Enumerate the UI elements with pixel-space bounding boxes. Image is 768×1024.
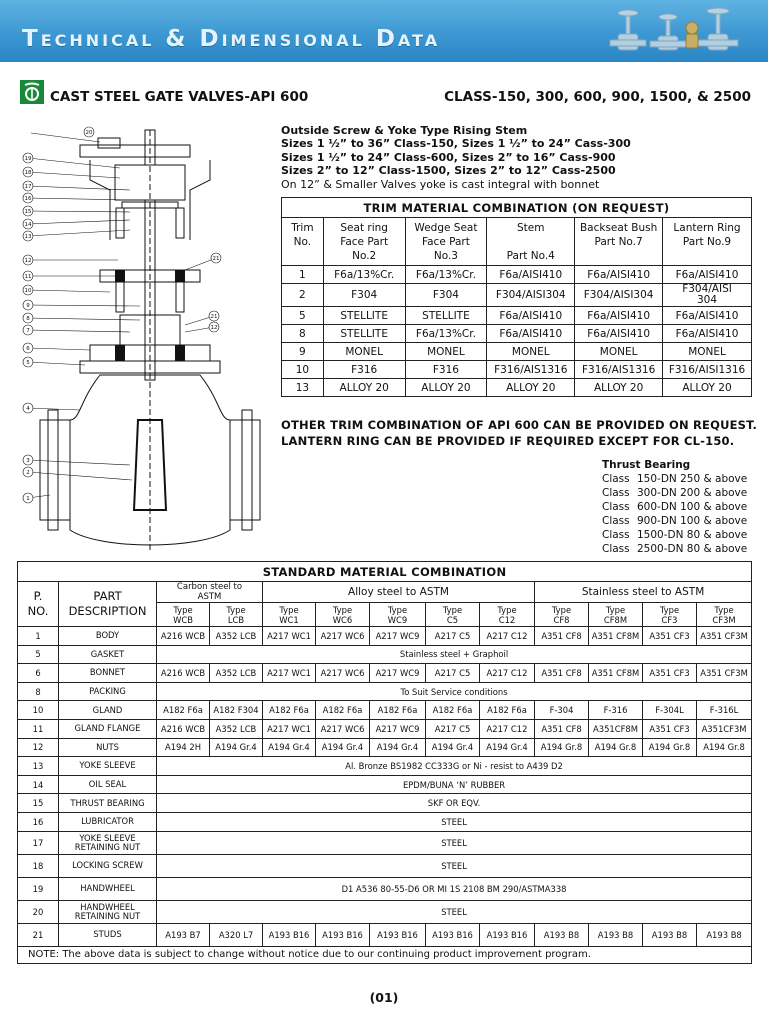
- type-header: Type CF8M: [589, 603, 643, 627]
- trim-material-table: [281, 197, 752, 397]
- trim-table-caption: TRIM MATERIAL COMBINATION (ON REQUEST): [282, 198, 752, 218]
- material-spec: SKF OR EQV.: [157, 794, 752, 813]
- part-header: PART DESCRIPTION: [59, 582, 157, 627]
- svg-text:12: 12: [210, 325, 218, 331]
- trim-cell: ALLOY 20: [323, 379, 405, 397]
- trim-cell: MONEL: [575, 343, 663, 361]
- type-header: Type WC6: [316, 603, 370, 627]
- part-number: 5: [18, 645, 59, 664]
- part-number: 1: [18, 627, 59, 646]
- material-cell: A351 CF8: [535, 627, 589, 646]
- trim-cell: 10: [282, 361, 324, 379]
- type-header: Type WC9: [370, 603, 426, 627]
- trim-cell: F304: [405, 284, 487, 307]
- type-header: Type C5: [426, 603, 480, 627]
- part-number: 21: [18, 923, 59, 946]
- material-cell: A193 B8: [589, 923, 643, 946]
- material-cell: A217 C5: [426, 664, 480, 683]
- material-cell: F-316: [589, 701, 643, 720]
- part-description: NUTS: [59, 738, 157, 757]
- svg-text:3: 3: [26, 458, 30, 464]
- valve-cross-section-drawing: [20, 120, 266, 558]
- material-cell: A217 C12: [480, 664, 535, 683]
- trim-cell: F6a/AISI410: [487, 266, 575, 284]
- part-description: LUBRICATOR: [59, 812, 157, 831]
- material-cell: A352 LCB: [210, 664, 263, 683]
- material-row: [18, 877, 752, 900]
- svg-text:6: 6: [26, 346, 30, 352]
- part-number: 16: [18, 812, 59, 831]
- material-row: [18, 812, 752, 831]
- material-cell: A351CF3M: [697, 719, 752, 738]
- material-cell: A216 WCB: [157, 664, 210, 683]
- material-spec: EPDM/BUNA ‘N’ RUBBER: [157, 775, 752, 794]
- trim-cell: MONEL: [405, 343, 487, 361]
- part-description: STUDS: [59, 923, 157, 946]
- thrust-class-value: 2500-DN 80 & above: [637, 543, 748, 555]
- spec-note: On 12” & Smaller Valves yoke is cast integral with bonnet: [281, 177, 600, 191]
- part-number: 14: [18, 775, 59, 794]
- trim-cell: F316: [323, 361, 405, 379]
- trim-cell: 13: [282, 379, 324, 397]
- thrust-class-value: 900-DN 100 & above: [637, 515, 748, 527]
- svg-text:8: 8: [26, 316, 30, 322]
- material-cell: A182 F6a: [263, 701, 316, 720]
- material-row: [18, 775, 752, 794]
- svg-text:21: 21: [210, 314, 218, 320]
- svg-text:9: 9: [26, 303, 30, 309]
- material-row: [18, 923, 752, 946]
- alloy-steel-group: Alloy steel to ASTM: [263, 582, 535, 603]
- svg-text:19: 19: [24, 156, 32, 162]
- trim-cell: F316: [405, 361, 487, 379]
- thrust-row: [602, 472, 747, 486]
- part-description: PACKING: [59, 682, 157, 701]
- thrust-class-label: Class: [602, 501, 630, 513]
- part-number: 13: [18, 757, 59, 776]
- svg-text:16: 16: [24, 196, 32, 202]
- svg-text:12: 12: [24, 258, 32, 264]
- page-number: (01): [369, 990, 399, 1005]
- material-cell: A194 2H: [157, 738, 210, 757]
- size-spec-block: [281, 124, 751, 191]
- trim-cell: F304/AISI304: [575, 284, 663, 307]
- type-header: Type C12: [480, 603, 535, 627]
- trim-cell: MONEL: [663, 343, 752, 361]
- material-cell: A351 CF3: [643, 719, 697, 738]
- material-cell: A216 WCB: [157, 719, 210, 738]
- trim-column-header: Wedge Seat Face Part No.3: [405, 218, 487, 266]
- svg-text:4: 4: [26, 406, 30, 412]
- trim-cell: ALLOY 20: [405, 379, 487, 397]
- part-number: 12: [18, 738, 59, 757]
- trim-row: [282, 379, 752, 397]
- trim-cell: F6a/AISI410: [575, 307, 663, 325]
- part-number: 10: [18, 701, 59, 720]
- header-banner: [0, 0, 768, 62]
- material-row: [18, 854, 752, 877]
- svg-text:14: 14: [24, 222, 32, 228]
- type-header: Type CF3M: [697, 603, 752, 627]
- std-table-caption: STANDARD MATERIAL COMBINATION: [18, 562, 752, 582]
- material-row: [18, 831, 752, 854]
- trim-cell: F6a/AISI410: [663, 325, 752, 343]
- thrust-class-label: Class: [602, 529, 630, 541]
- material-cell: A217 C5: [426, 627, 480, 646]
- trim-cell: F6a/AISI410: [575, 325, 663, 343]
- material-cell: A194 Gr.4: [480, 738, 535, 757]
- part-description: BONNET: [59, 664, 157, 683]
- trim-cell: MONEL: [487, 343, 575, 361]
- thrust-bearing-block: [602, 458, 747, 556]
- svg-text:18: 18: [24, 170, 32, 176]
- trim-row: [282, 325, 752, 343]
- material-cell: A182 F6a: [426, 701, 480, 720]
- material-cell: A217 WC1: [263, 719, 316, 738]
- trim-row: [282, 361, 752, 379]
- material-cell: F-316L: [697, 701, 752, 720]
- material-cell: A217 WC1: [263, 664, 316, 683]
- trim-cell: F304/AISI 304: [663, 284, 752, 307]
- spec-line: Sizes 1 ½” to 36” Class-150, Sizes 1 ½” to 24” Cass-300: [281, 137, 631, 151]
- material-row: [18, 627, 752, 646]
- material-cell: A194 Gr.8: [589, 738, 643, 757]
- trim-cell: F316/AIS1316: [487, 361, 575, 379]
- material-cell: A217 WC9: [370, 664, 426, 683]
- trim-cell: F6a/AISI410: [487, 325, 575, 343]
- material-cell: A352 LCB: [210, 719, 263, 738]
- thrust-row: [602, 500, 747, 514]
- spec-line: Sizes 2” to 12” Class-1500, Sizes 2” to 12” Cass-2500: [281, 164, 616, 178]
- trim-column-header: Backseat Bush Part No.7: [575, 218, 663, 266]
- svg-text:11: 11: [24, 274, 32, 280]
- trim-cell: ALLOY 20: [663, 379, 752, 397]
- part-description: HANDWHEEL: [59, 877, 157, 900]
- part-number: 20: [18, 900, 59, 923]
- trim-cell: F316/AISI1316: [663, 361, 752, 379]
- trim-column-header: Trim No.: [282, 218, 324, 266]
- thrust-title: Thrust Bearing: [602, 459, 691, 471]
- trim-cell: F304/AISI304: [487, 284, 575, 307]
- trim-cell: 2: [282, 284, 324, 307]
- part-number: 15: [18, 794, 59, 813]
- svg-text:2: 2: [26, 470, 30, 476]
- svg-text:20: 20: [85, 130, 93, 136]
- material-cell: A217 WC1: [263, 627, 316, 646]
- material-cell: A193 B16: [480, 923, 535, 946]
- trim-cell: 5: [282, 307, 324, 325]
- trim-cell: 1: [282, 266, 324, 284]
- material-cell: A351 CF3: [643, 664, 697, 683]
- material-row: [18, 701, 752, 720]
- svg-text:7: 7: [26, 328, 30, 334]
- thrust-row: [602, 542, 747, 556]
- material-cell: A182 F6a: [316, 701, 370, 720]
- type-header: Type CF8: [535, 603, 589, 627]
- thrust-class-value: 1500-DN 80 & above: [637, 529, 748, 541]
- svg-text:15: 15: [24, 209, 32, 215]
- material-cell: A194 Gr.8: [697, 738, 752, 757]
- material-cell: A194 Gr.4: [426, 738, 480, 757]
- material-cell: A351 CF3M: [697, 664, 752, 683]
- material-row: [18, 664, 752, 683]
- thrust-row: [602, 486, 747, 500]
- trim-row: [282, 343, 752, 361]
- material-spec: STEEL: [157, 812, 752, 831]
- material-row: [18, 645, 752, 664]
- trim-row: [282, 284, 752, 307]
- material-cell: A193 B16: [263, 923, 316, 946]
- trim-cell: F6a/13%Cr.: [405, 325, 487, 343]
- stainless-steel-group: Stainless steel to ASTM: [535, 582, 752, 603]
- part-description: GASKET: [59, 645, 157, 664]
- thrust-class-label: Class: [602, 487, 630, 499]
- material-cell: A351 CF8M: [589, 627, 643, 646]
- material-spec: Al. Bronze BS1982 CC333G or Ni - resist to A439 D2: [157, 757, 752, 776]
- svg-text:21: 21: [212, 256, 220, 262]
- part-description: HANDWHEEL RETAINING NUT: [59, 900, 157, 923]
- material-spec: STEEL: [157, 900, 752, 923]
- svg-text:10: 10: [24, 288, 32, 294]
- valve-illustration-icon: [588, 4, 758, 60]
- svg-text:5: 5: [26, 360, 30, 366]
- part-description: GLAND FLANGE: [59, 719, 157, 738]
- material-cell: F-304L: [643, 701, 697, 720]
- material-spec: To Suit Service conditions: [157, 682, 752, 701]
- svg-text:13: 13: [24, 234, 32, 240]
- table-note: NOTE: The above data is subject to change without notice due to our continuing product improvement program.: [18, 946, 752, 963]
- material-cell: A193 B16: [426, 923, 480, 946]
- material-cell: A352 LCB: [210, 627, 263, 646]
- material-row: [18, 794, 752, 813]
- part-description: YOKE SLEEVE RETAINING NUT: [59, 831, 157, 854]
- trim-cell: F6a/AISI410: [663, 307, 752, 325]
- part-description: GLAND: [59, 701, 157, 720]
- material-cell: A216 WCB: [157, 627, 210, 646]
- material-row: [18, 738, 752, 757]
- trim-cell: 9: [282, 343, 324, 361]
- part-number: 11: [18, 719, 59, 738]
- material-cell: A193 B8: [535, 923, 589, 946]
- material-cell: A320 L7: [210, 923, 263, 946]
- part-description: YOKE SLEEVE: [59, 757, 157, 776]
- material-cell: A194 Gr.8: [535, 738, 589, 757]
- material-cell: A217 WC9: [370, 719, 426, 738]
- trim-column-header: Stem Part No.4: [487, 218, 575, 266]
- material-cell: A194 Gr.4: [316, 738, 370, 757]
- part-number: 17: [18, 831, 59, 854]
- pno-header: P. NO.: [18, 582, 59, 627]
- thrust-class-value: 150-DN 250 & above: [637, 473, 748, 485]
- material-cell: A351 CF3M: [697, 627, 752, 646]
- material-cell: A182 F6a: [370, 701, 426, 720]
- type-header: Type WC1: [263, 603, 316, 627]
- trim-cell: 8: [282, 325, 324, 343]
- trim-cell: ALLOY 20: [487, 379, 575, 397]
- trim-row: [282, 266, 752, 284]
- svg-text:17: 17: [24, 184, 32, 190]
- material-cell: A351 CF8: [535, 719, 589, 738]
- thrust-class-label: Class: [602, 473, 630, 485]
- thrust-class-label: Class: [602, 543, 630, 555]
- carbon-steel-group: Carbon steel to ASTM: [157, 582, 263, 603]
- material-cell: A351 CF8: [535, 664, 589, 683]
- trim-column-header: Lantern Ring Part No.9: [663, 218, 752, 266]
- company-logo-icon: [20, 80, 44, 104]
- material-row: [18, 682, 752, 701]
- trim-cell: STELLITE: [323, 325, 405, 343]
- trim-cell: F304: [323, 284, 405, 307]
- trim-cell: F6a/13%Cr.: [405, 266, 487, 284]
- material-spec: Stainless steel + Graphoil: [157, 645, 752, 664]
- class-range-title: CLASS-150, 300, 600, 900, 1500, & 2500: [444, 89, 751, 105]
- material-cell: A217 WC6: [316, 719, 370, 738]
- thrust-row: [602, 514, 747, 528]
- material-cell: A193 B7: [157, 923, 210, 946]
- material-cell: A182 F304: [210, 701, 263, 720]
- material-row: [18, 900, 752, 923]
- material-cell: A217 C12: [480, 627, 535, 646]
- part-number: 19: [18, 877, 59, 900]
- part-number: 18: [18, 854, 59, 877]
- material-cell: A194 Gr.8: [643, 738, 697, 757]
- material-cell: A182 F6a: [157, 701, 210, 720]
- material-cell: A217 C12: [480, 719, 535, 738]
- material-row: [18, 719, 752, 738]
- thrust-class-label: Class: [602, 515, 630, 527]
- thrust-class-value: 300-DN 200 & above: [637, 487, 748, 499]
- material-cell: A217 WC9: [370, 627, 426, 646]
- part-description: LOCKING SCREW: [59, 854, 157, 877]
- thrust-row: [602, 528, 747, 542]
- thrust-class-value: 600-DN 100 & above: [637, 501, 748, 513]
- type-header: Type LCB: [210, 603, 263, 627]
- svg-text:1: 1: [26, 496, 30, 502]
- standard-material-table: [17, 561, 752, 964]
- material-cell: A193 B8: [643, 923, 697, 946]
- material-cell: A193 B16: [370, 923, 426, 946]
- part-number: 6: [18, 664, 59, 683]
- material-cell: F-304: [535, 701, 589, 720]
- material-cell: A351CF8M: [589, 719, 643, 738]
- material-cell: A193 B16: [316, 923, 370, 946]
- material-spec: D1 A536 80-55-D6 OR MI 1S 2108 BM 290/ASTMA338: [157, 877, 752, 900]
- part-description: THRUST BEARING: [59, 794, 157, 813]
- material-cell: A217 WC6: [316, 664, 370, 683]
- type-header: Type CF3: [643, 603, 697, 627]
- material-cell: A351 CF3: [643, 627, 697, 646]
- trim-row: [282, 307, 752, 325]
- part-description: BODY: [59, 627, 157, 646]
- material-row: [18, 757, 752, 776]
- material-spec: STEEL: [157, 831, 752, 854]
- material-spec: STEEL: [157, 854, 752, 877]
- material-cell: A194 Gr.4: [263, 738, 316, 757]
- trim-column-header: Seat ring Face Part No.2: [323, 218, 405, 266]
- material-cell: A193 B8: [697, 923, 752, 946]
- material-cell: A351 CF8M: [589, 664, 643, 683]
- type-header: Type WCB: [157, 603, 210, 627]
- trim-cell: F6a/13%Cr.: [323, 266, 405, 284]
- part-number: 8: [18, 682, 59, 701]
- product-title: CAST STEEL GATE VALVES-API 600: [50, 89, 309, 105]
- trim-cell: F316/AIS1316: [575, 361, 663, 379]
- other-trim-note: OTHER TRIM COMBINATION OF API 600 CAN BE PROVIDED ON REQUEST. LANTERN RING CAN BE PROVIDED IF REQUIRED EXCEPT FOR CL-150.: [281, 418, 758, 448]
- spec-line: Outside Screw & Yoke Type Rising Stem: [281, 124, 528, 137]
- material-cell: A217 WC6: [316, 627, 370, 646]
- trim-cell: F6a/AISI410: [487, 307, 575, 325]
- trim-cell: F6a/AISI410: [575, 266, 663, 284]
- material-cell: A217 C5: [426, 719, 480, 738]
- spec-line: Sizes 1 ½” to 24” Class-600, Sizes 2” to 16” Cass-900: [281, 150, 616, 164]
- material-cell: A194 Gr.4: [210, 738, 263, 757]
- material-cell: A194 Gr.4: [370, 738, 426, 757]
- trim-cell: STELLITE: [405, 307, 487, 325]
- trim-cell: ALLOY 20: [575, 379, 663, 397]
- trim-cell: F6a/AISI410: [663, 266, 752, 284]
- trim-cell: STELLITE: [323, 307, 405, 325]
- trim-cell: MONEL: [323, 343, 405, 361]
- material-cell: A182 F6a: [480, 701, 535, 720]
- banner-title: Technical & Dimensional Data: [22, 26, 441, 52]
- part-description: OIL SEAL: [59, 775, 157, 794]
